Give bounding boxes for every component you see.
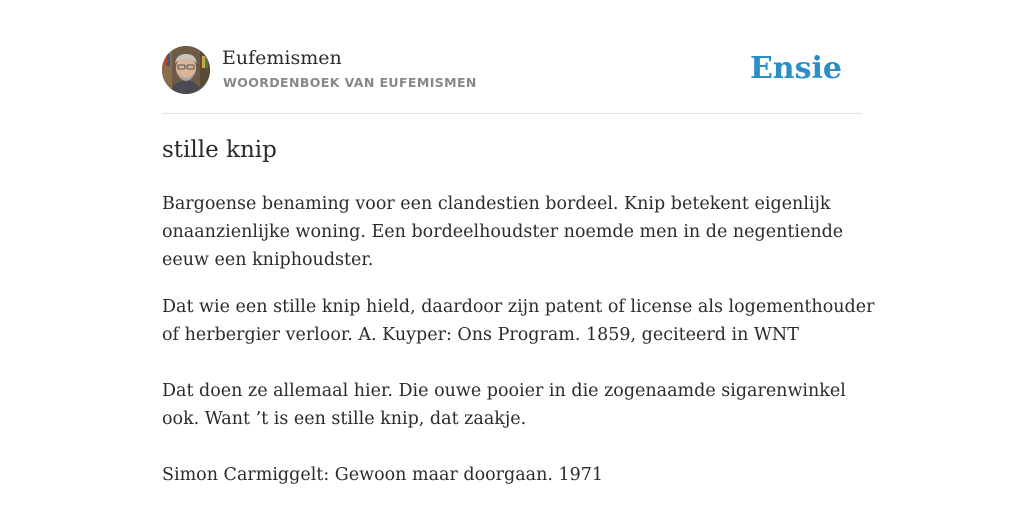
author-header: [162, 46, 862, 96]
citation-line: Dat doen ze allemaal hier. Die ouwe pooier in die zogenaamde sigarenwinkel: [162, 381, 846, 401]
citation-line: of herbergier verloor. A. Kuyper: Ons Program. 1859, geciteerd in WNT: [162, 325, 799, 345]
brand-logo[interactable]: Ensie: [749, 51, 842, 86]
definition-line: Bargoense benaming voor een clandestien bordeel. Knip betekent eigenlijk: [162, 194, 831, 214]
citation-source: Simon Carmiggelt: Gewoon maar doorgaan. 1971: [162, 465, 604, 485]
author-name[interactable]: Eufemismen: [222, 47, 342, 69]
entry-content: [162, 190, 875, 489]
entry-title: stille knip: [162, 137, 277, 163]
definition-line: onaanzienlijke woning. Een bordeelhoudster noemde men in de negentiende: [162, 222, 844, 242]
definition-line: eeuw een kniphoudster.: [162, 250, 374, 270]
author-subtitle: WOORDENBOEK VAN EUFEMISMEN: [223, 75, 477, 90]
author-portrait-icon: [162, 46, 210, 94]
definition-paragraph: [162, 190, 862, 274]
header-divider: [162, 113, 862, 114]
citation-line: Dat wie een stille knip hield, daardoor zijn patent of license als logementhouder: [162, 297, 875, 317]
citation-block: [162, 293, 875, 489]
citation-line: ook. Want ’t is een stille knip, dat zaakje.: [162, 409, 527, 429]
author-avatar[interactable]: [162, 46, 210, 94]
